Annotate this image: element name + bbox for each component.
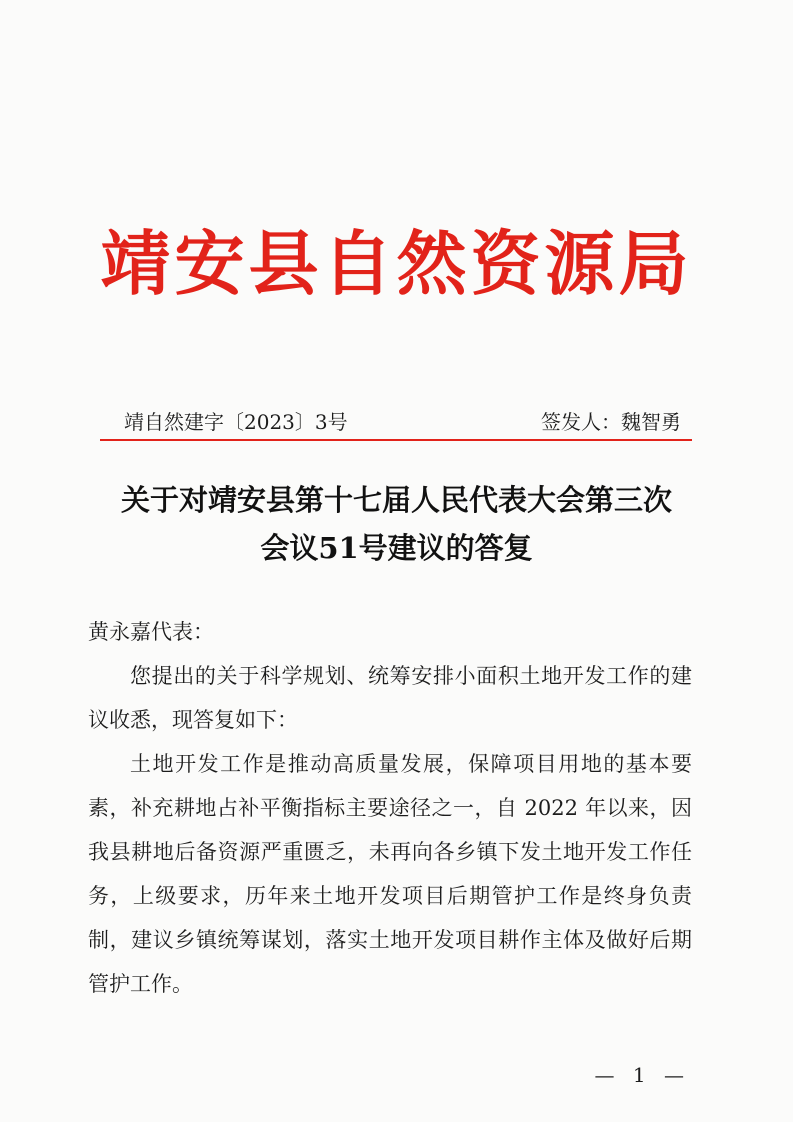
paragraph-line: 议收悉，现答复如下： bbox=[88, 708, 298, 732]
paragraph-line: 我县耕地后备资源严重匮乏，未再向各乡镇下发土地开发工作任 bbox=[88, 840, 692, 864]
red-divider-line bbox=[100, 439, 692, 441]
document-title bbox=[0, 476, 793, 572]
paragraph-line: 素，补充耕地占补平衡指标主要途径之一，自 2022 年以来，因 bbox=[88, 796, 692, 820]
paragraph-line: 制，建议乡镇统筹谋划，落实土地开发项目耕作主体及做好后期 bbox=[88, 928, 692, 952]
document-title-line-1: 关于对靖安县第十七届人民代表大会第三次 bbox=[120, 483, 672, 517]
page-number: — 1 — bbox=[594, 1063, 690, 1087]
issuer-signatory: 签发人：魏智勇 bbox=[541, 410, 681, 434]
paragraph-line: 土地开发工作是推动高质量发展，保障项目用地的基本要 bbox=[130, 752, 692, 776]
paragraph-line: 管护工作。 bbox=[88, 972, 193, 996]
salutation: 黄永嘉代表： bbox=[88, 620, 214, 644]
paragraph-1 bbox=[88, 654, 692, 742]
document-body bbox=[88, 610, 692, 1006]
paragraph-line: 您提出的关于科学规划、统筹安排小面积土地开发工作的建 bbox=[130, 664, 692, 688]
paragraph-2 bbox=[88, 742, 692, 1006]
issuing-organization-header: 靖安县自然资源局 bbox=[100, 222, 693, 305]
document-title-line-2: 会议51号建议的答复 bbox=[260, 531, 533, 565]
paragraph-line: 务，上级要求，历年来土地开发项目后期管护工作是终身负责 bbox=[88, 884, 692, 908]
document-number: 靖自然建字〔2023〕3号 bbox=[124, 410, 348, 434]
